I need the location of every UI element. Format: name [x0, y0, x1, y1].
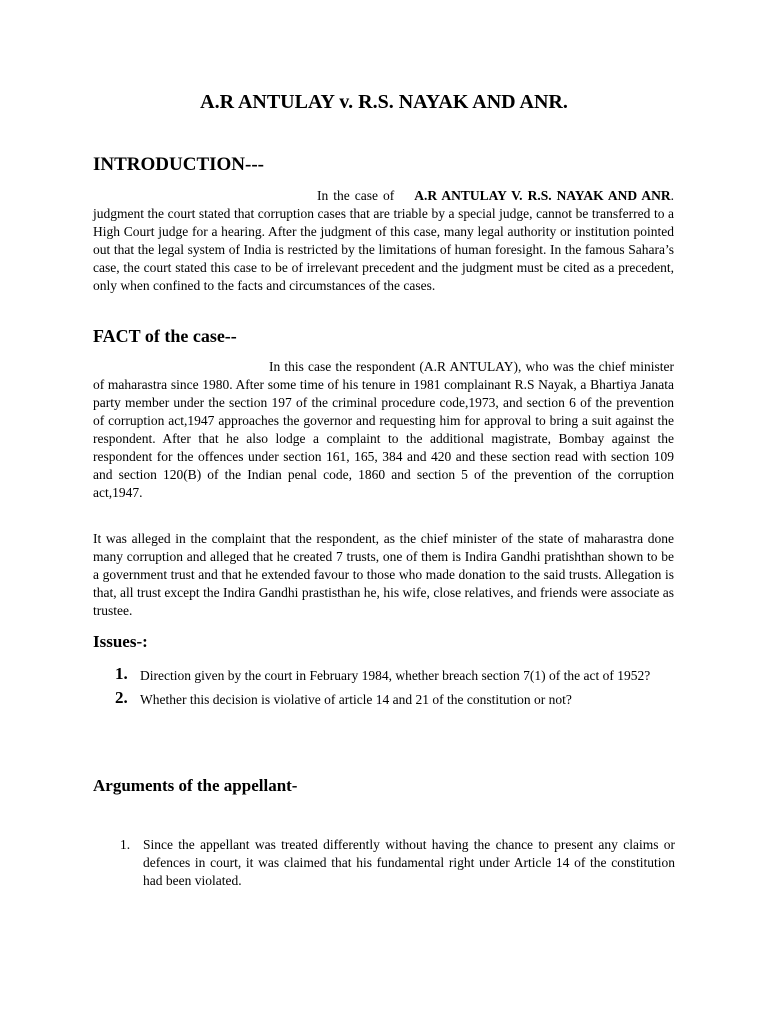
issue-text-2: Whether this decision is violative of article 14 and 21 of the constitution or not?	[140, 692, 572, 707]
introduction-lead: In the case of	[317, 188, 395, 203]
facts-heading: FACT of the case--	[93, 326, 237, 346]
issue-item-1	[115, 664, 675, 685]
argument-text-1: Since the appellant was treated differently without having the chance to present any claims or defences in court, it was claimed that his fundamental right under Article 14 of the constitution had been violated.	[143, 837, 675, 888]
issue-item-2	[115, 688, 675, 709]
document-title: A.R ANTULAY v. R.S. NAYAK AND ANR.	[200, 91, 568, 113]
issue-text-1: Direction given by the court in February 1984, whether breach section 7(1) of the act of 1952?	[140, 668, 651, 683]
arguments-heading: Arguments of the appellant-	[93, 776, 298, 795]
issue-number-2: 2.	[115, 688, 128, 707]
introduction-heading: INTRODUCTION---	[93, 154, 264, 175]
argument-item-1	[120, 836, 675, 890]
argument-number-1: 1.	[120, 837, 131, 852]
introduction-case-name: A.R ANTULAY V. R.S. NAYAK AND ANR	[414, 188, 671, 203]
issues-list	[115, 664, 675, 715]
introduction-body: . judgment the court stated that corruption cases that are triable by a special judge, cannot be transferred to a High Court judge for a hearing. After the judgment of this case, many legal authority or institution pointed out that the legal system of India is restricted by the limitations of human foresight. In the famous Sahara’s case, the court stated this case to be of irrelevant precedent and the judgment must be cited as a precedent, only when confined to the facts and circumstances of the cases.	[93, 188, 674, 293]
issues-heading: Issues-:	[93, 632, 148, 651]
arguments-list	[120, 836, 675, 890]
facts-paragraph-2: It was alleged in the complaint that the respondent, as the chief minister of the state of maharastra done many corruption and alleged that he created 7 trusts, one of them is Indira Gandhi pratishthan shown to be a government trust and that he extended favour to those who made donation to the said trusts. Allegation is that, all trust except the Indira Gandhi prastisthan he, his wife, close relatives, and friends were associate as trustee.	[93, 531, 674, 618]
introduction-paragraph	[93, 187, 674, 295]
issue-number-1: 1.	[115, 664, 128, 683]
facts-paragraph-1: In this case the respondent (A.R ANTULAY), who was the chief minister of maharastra since 1980. After some time of his tenure in 1981 complainant R.S Nayak, a Bhartiya Janata party member under the section 197 of the criminal procedure code,1973, and section 6 of the prevention of corruption act,1947 approaches the governor and requesting him for approval to bring a suit against the respondent. After that he also lodge a complaint to the additional magistrate, Bombay against the respondent for the offences under section 161, 165, 384 and 420 and these section read with section 109 and section 120(B) of the Indian penal code, 1860 and section 5 of the prevention of the corruption act,1947.	[93, 359, 674, 500]
